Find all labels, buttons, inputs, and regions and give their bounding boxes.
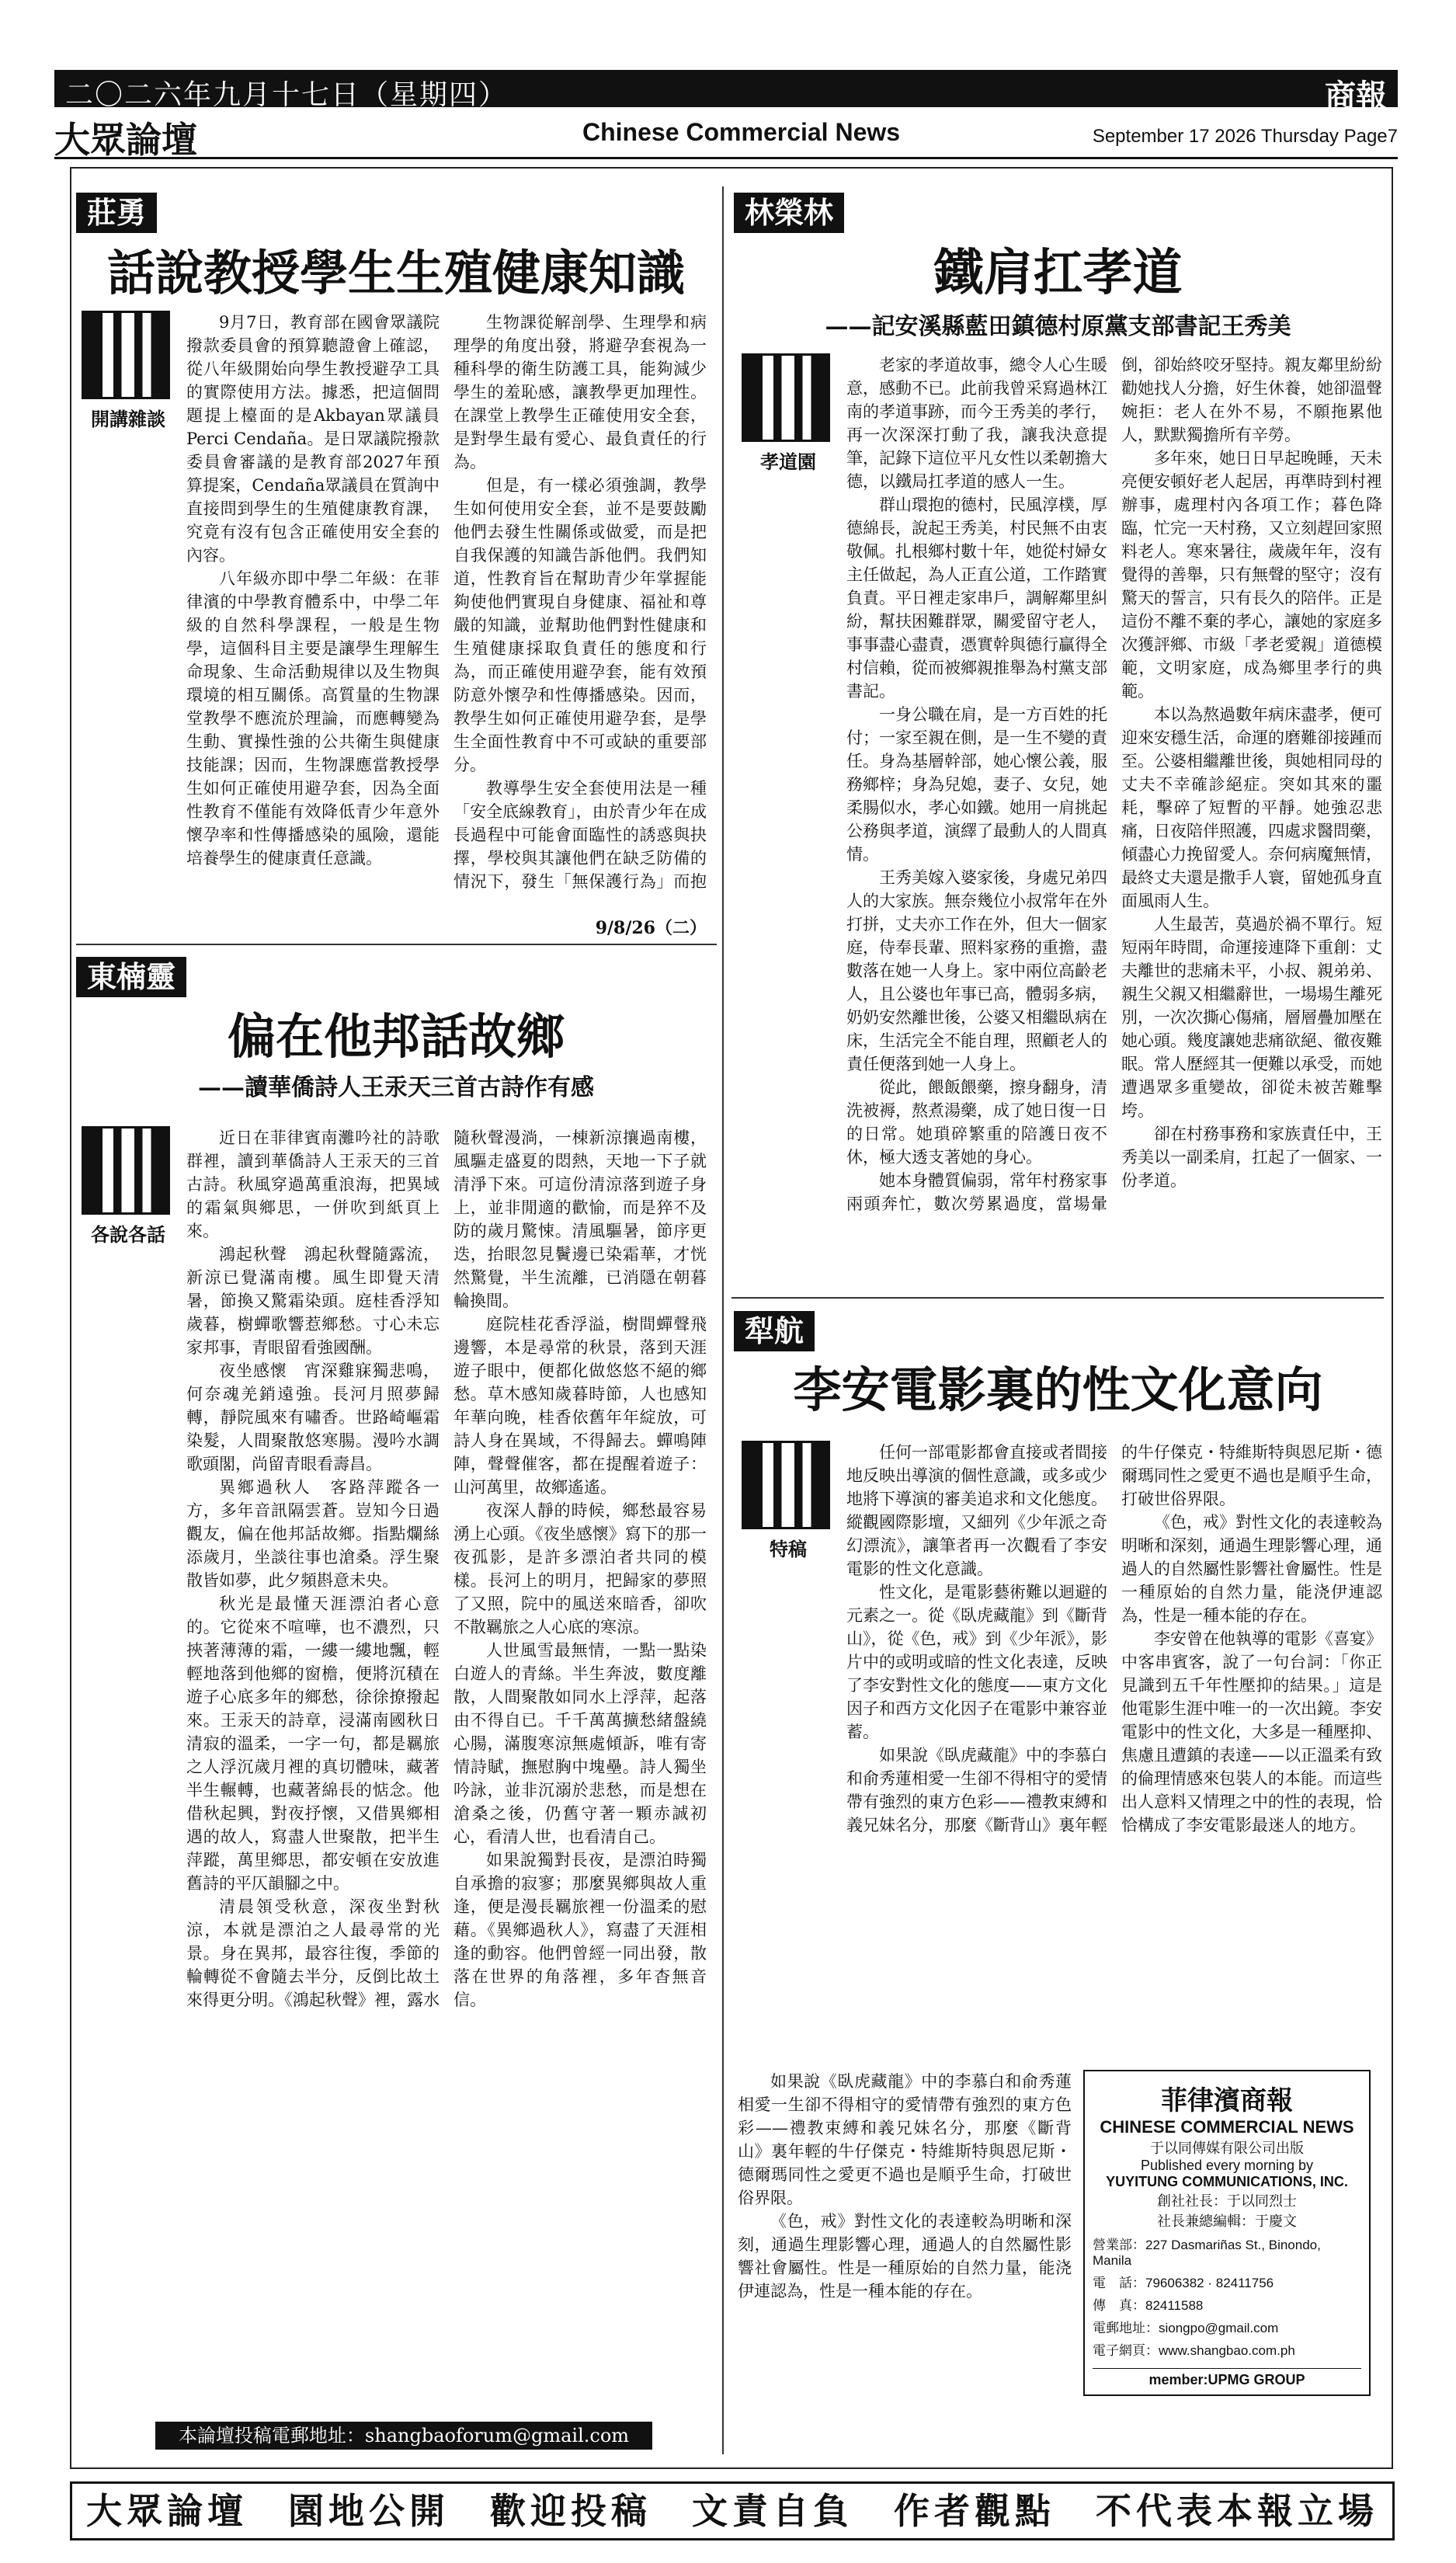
paragraph: 性文化，是電影藝術難以迴避的元素之一。從《臥虎藏龍》到《斷背山》，從《色，戒》到《少年派》，影片中的或明或暗的性文化表達，反映了李安對性文化的態度——東方文化因子和西方文化因子在電影中兼容並蓄。 [846, 1583, 1107, 1741]
masthead-publisher: 于以同傳媒有限公司出版 [1150, 2140, 1304, 2156]
paragraph: 如果說《臥虎藏龍》中的李慕白和俞秀蓮相愛一生卻不得相守的愛情帶有強烈的東方色彩——禮教束縛和義兄妹名分，那麼《斷背山》裏年輕的牛仔傑克・特維斯特與恩尼斯・德爾瑪同性之愛更不過也是順乎生命，打破世俗界限。 [738, 2072, 1072, 2207]
paragraph: 異鄉過秋人 客路萍蹤各一方，多年音訊隔雲蒼。豈知今日過觀友，偏在他邦話故鄉。指點爛絲添歲月，坐談往事也滄桑。浮生聚散皆如夢，此夕頻斟意未央。 [186, 1478, 440, 1590]
author-label: 林榮林 [734, 193, 844, 233]
paragraph: 多年來，她日日早起晚睡，天未亮便安頓好老人起居，再準時到村裡辦事，處理村內各項工作；暮色降臨，忙完一天村務，又立刻趕回家照料老人。寒來暑往，歲歲年年，沒有覺得的善舉，只有無聲的堅守；沒有驚天的誓言，只有長久的陪伴。正是這份不離不棄的孝心，讓她的家庭多次獲評鄉、市級「孝老愛親」道德模範，文明家庭，成為鄉里孝行的典範。 [1121, 449, 1382, 701]
article-separator [731, 1297, 1384, 1299]
page-info: September 17 2026 Thursday Page7 [1092, 126, 1398, 147]
masthead-line2: YUYITUNG COMMUNICATIONS, INC. [1106, 2174, 1348, 2189]
paragraph: 從此，餵飯餵藥，擦身翻身，清洗被褥，熬煮湯藥，成了她日復一日的日常。她瑣碎繁重的陪護日夜不休，極大透支著她的身心。 [846, 1078, 1107, 1167]
article-subtitle: ——讀華僑詩人王汞天三首古詩作有感 [198, 1074, 594, 1101]
column-qr [742, 1441, 835, 1561]
paragraph: 任何一部電影都會直接或者間接地反映出導演的個性意識，或多或少地將下導演的審美追求和文化態度。縱觀國際影壇，又細列《少年派之奇幻漂流》，讓筆者再一次觀看了李安電影的性文化意識。 [846, 1443, 1107, 1578]
masthead-phone: 電 話：79606382 · 82411756 [1093, 2276, 1274, 2290]
paragraph: 群山環抱的德村，民風淳樸，厚德綿長，說起王秀美，村民無不由衷敬佩。扎根鄉村數十年，她從村婦女主任做起，為人正直公道，工作踏實負責。平日裡走家串戶，調解鄰里糾紛，幫扶困難群眾，關愛留守老人，事事盡心盡責，憑實幹與德行贏得全村信賴，從而被鄉親推舉為村黨支部書記。 [846, 496, 1107, 701]
article-title: 偏在他邦話故鄉 [227, 1008, 565, 1065]
article-body-continued [738, 2070, 1072, 2412]
article-title: 李安電影裏的性文化意向 [793, 1361, 1323, 1418]
masthead-en-name: CHINESE COMMERCIAL NEWS [1100, 2117, 1354, 2137]
column-qr [82, 1126, 175, 1247]
paragraph: 鴻起秋聲 鴻起秋聲隨露流，新涼已覺滿南樓。風生即覺天清暑，節換又驚霜染頭。庭桂香浮知歲暮，樹蟬歌響惹鄉愁。寸心未忘家邦事，青眼留看強國酬。 [186, 1245, 440, 1357]
paragraph: 《色，戒》對性文化的表達較為明晰和深刻，通過生理影響心理，通過人的自然屬性影響社會屬性。性是一種原始的自然力量，能浇伊連認為，性是一種本能的存在。 [738, 2212, 1072, 2300]
article-separator [76, 944, 717, 945]
qr-label: 開講雜談 [91, 408, 165, 430]
masthead-member: member:UPMG GROUP [1093, 2368, 1361, 2388]
masthead-president: 創社社長：于以同烈士 [1157, 2193, 1297, 2209]
paragraph: 王秀美嫁入婆家後，身處兄弟四人的大家族。無奈幾位小叔常年在外打拼，丈夫亦工作在外，但大一個家庭，侍奉長輩、照料家務的重擔，盡數落在她一人身上。家中兩位高齡老人，且公婆也年事已高，體弱多病，奶奶安然離世後，公婆又相繼臥病在床，生活完全不能自理，照顧老人的責任便落到她一人身上。 [846, 868, 1107, 1073]
masthead-fax: 傳 真：82411588 [1093, 2298, 1204, 2313]
article-subtitle: ——記安溪縣藍田鎮德村原黨支部書記王秀美 [825, 313, 1291, 340]
issue-date: 二〇二六年九月十七日（星期四） [65, 79, 509, 111]
article-body [846, 353, 1382, 1282]
article-title: 鐵肩扛孝道 [933, 244, 1183, 302]
qr-label: 孝道園 [760, 450, 816, 473]
qr-code-icon [742, 1441, 830, 1529]
paragraph: 如果說獨對長夜，是漂泊時獨自承擔的寂寥；那麼異鄉與故人重逢，便是漫長羈旅裡一份溫柔的慰藉。《異鄉過秋人》，寫盡了天涯相逢的動容。他們曾經一同出發，散落在世界的角落裡，多年杳無音信。 [453, 1851, 707, 2009]
masthead-address: 營業部：227 Dasmariñas St., Binondo, Manila [1093, 2238, 1321, 2268]
paragraph: 一身公職在肩，是一方百姓的托付；一家至親在側，是一生不變的責任。身為基層幹部，她心懷公義，服務鄉梓；身為兒媳，妻子、女兒，她柔腸似水，孝心如鐵。她用一肩挑起公務與孝道，演繹了最動人的人間真情。 [846, 705, 1107, 864]
bottom-banner: 大眾論壇 園地公開 歡迎投稿 文責自負 作者觀點 不代表本報立場 [70, 2481, 1395, 2540]
paragraph: 庭院桂花香浮溢，樹間蟬聲飛邊響，本是尋常的秋景，落到天涯遊子眼中，便都化做悠悠不絕的鄉愁。草木感知歲暮時節，人也感知年華向晚，桂香依舊年年綻放，可詩人身在異域，不得歸去。蟬鳴陣陣，聲聲催客，都在提醒着遊子：山河萬里，故鄉遙遙。 [453, 1315, 707, 1497]
author-label: 犁航 [734, 1311, 815, 1351]
article-title: 話說教授學生生殖健康知識 [106, 245, 685, 301]
paragraph: 秋光是最懂天涯漂泊者心意的。它從來不喧嘩，也不濃烈，只挾著薄薄的霜，一縷一縷地飄，輕輕地落到他鄉的窗檐，便將沉積在遊子心底多年的鄉愁，徐徐撩撥起來。王汞天的詩章，浸滿南國秋日清寂的溫柔，一字一句，都是羈旅之人浮沉歲月裡的真切體味，藏著半生輾轉，也藏著綿長的惦念。他借秋起興，對夜抒懷，又借異鄉相遇的故人，寫盡人世聚散，把半生萍蹤，萬里鄉思，都安頓在安放進舊詩的平仄韻腳之中。 [186, 1594, 440, 1893]
paragraph: 《色，戒》對性文化的表達較為明晰和深刻，通過生理影響心理，通過人的自然屬性影響社會屬性。性是一種原始的自然力量，能浇伊連認為，性是一種本能的存在。 [1121, 1513, 1382, 1625]
paragraph: 夜坐感懷 宵深雞寐獨悲鳴，何奈魂羌銷遠強。長河月照夢歸轉，靜院風來有嘯香。世路崎嶇霜染髮，人間聚散悠寒腸。漫吟水調歌頭閣，尚留青眼看壽昌。 [186, 1361, 440, 1473]
author-label: 莊勇 [76, 193, 157, 233]
masthead-line1: Published every morning by [1140, 2158, 1314, 2173]
paragraph: 她本身體質偏弱，常年村務家事兩頭奔忙，數次勞累過度，當場暈倒，卻始終咬牙堅持。親友鄰里紛紛勸她找人分擔，好生休養，她卻溫聲婉拒：老人在外不易，不願拖累他人，默默獨擔所有辛勞。 [846, 356, 1382, 1213]
article-body [186, 1126, 707, 2408]
paragraph: 八年級亦即中學二年級：在菲律濱的中學教育體系中，中學二年級的自然科學課程，一般是生物學，這個科目主要是讓學生理解生命現象、生命活動規律以及生物與環境的相互關係。高質量的生物課堂教學不應流於理論，而應轉變為生動、實操性強的公共衛生與健康技能課；因而，生物課應當教授學生如何正確使用避孕套，因為全面性教育不僅能有效降低青少年意外懷孕率和性傳播感染的風險，還能培養學生的健康責任意識。 [186, 569, 440, 868]
english-title: Chinese Commercial News [582, 118, 901, 146]
column-divider [722, 186, 724, 2454]
article-body [846, 1441, 1382, 2054]
qr-label: 各說各話 [91, 1223, 165, 1246]
paragraph: 9月7日，教育部在國會眾議院撥款委員會的預算聽證會上確認，從八年級開始向學生教授避孕工具的實際使用方法。據悉，把這個問題提上檯面的是Akbayan眾議員Perci Cendaña。是日眾議院撥款委員會審議的是教育部2027年預算提案，Cendaña眾議員在質詢中直接問到學生的生殖健康教育課，究竟有沒有包含正確使用安全套的內容。 [186, 313, 440, 565]
paragraph: 老家的孝道故事，總令人心生暖意，感動不已。此前我曾采寫過林江南的孝道事跡，而今王秀美的孝行，再一次深深打動了我，讓我決意提筆，記錄下這位平凡女性以柔韌擔大德，以鐵局扛孝道的感人一生。 [846, 356, 1107, 491]
qr-code-icon [742, 353, 830, 442]
paragraph: 人生最苦，莫過於禍不單行。短短兩年時間，命運接連降下重創：丈夫離世的悲痛未平，小叔、親弟弟、親生父親又相繼辭世，一場場生離死別，一次次撕心傷痛，層層疊加壓在她心頭。幾度讓她悲痛欲絕、徹夜難眠。常人歷經其一便難以承受，而她遭遇眾多重變故，卻從未被苦難擊垮。 [1121, 915, 1382, 1120]
column-qr [82, 311, 175, 431]
column-name: 大眾論壇 [54, 119, 197, 161]
paragraph: 人世風雪最無情，一點一點染白遊人的青絲。半生奔波，數度離散，人間聚散如同水上浮萍，起落由不得自已。千千萬萬擴愁緒盤繞心腸，滿腹寒涼無處傾訴，唯有寄情詩賦，撫慰胸中塊壘。詩人獨坐吟詠，並非沉溺於悲愁，而是想在滄桑之後，仍舊守著一顆赤誠初心，看清人世，也看清自己。 [453, 1641, 707, 1846]
paragraph: 夜深人靜的時候，鄉愁最容易湧上心頭。《夜坐感懷》寫下的那一夜孤影，是許多漂泊者共同的模樣。長河上的明月，把歸家的夢照了又照，院中的風送來暗香，卻吹不散羈旅之人心底的寒涼。 [453, 1501, 707, 1636]
article-body [186, 311, 707, 913]
masthead-box [1083, 2070, 1371, 2396]
newspaper-brand: 商報 [1325, 78, 1387, 114]
paragraph: 近日在菲律賓南灘吟社的詩歌群裡，讀到華僑詩人王汞天的三首古詩。秋風穿過萬重浪海，把異域的霜氣與鄉思，一併吹到紙頁上來。 [186, 1128, 440, 1240]
masthead-cn-name: 菲律濱商報 [1161, 2085, 1293, 2116]
masthead-editor: 社長兼總編輯：于慶文 [1157, 2214, 1297, 2229]
paragraph: 卻在村務事務和家族責任中，王秀美以一副柔肩，扛起了一個家、一份孝道。 [1121, 1125, 1382, 1190]
paragraph: 如果說《臥虎藏龍》中的李慕白和俞秀蓮相愛一生卻不得相守的愛情帶有強烈的東方色彩——禮教束縛和義兄妹名分，那麼《斷背山》裏年輕的牛仔傑克・特維斯特與恩尼斯・德爾瑪同性之愛更不過也是順乎生命，打破世俗界限。 [846, 1443, 1382, 1834]
paragraph: 李安曾在他執導的電影《喜宴》中客串賓客，說了一句台詞：「你正見識到五千年性壓抑的結果。」這是他電影生涯中唯一的一次出鏡。李安電影中的性文化，大多是一種壓抑、焦慮且遭鎮的表達——以正溫柔有致的倫理情感來包裝人的本能。而這些出人意料又情理之中的性的表現，恰恰構成了李安電影最迷人的地方。 [1121, 1629, 1382, 1834]
article-date-sign: 9/8/26（二） [595, 918, 707, 938]
masthead-web: 電子網頁：www.shangbao.com.ph [1093, 2343, 1295, 2358]
section-header [54, 109, 1398, 159]
paragraph: 生物課從解剖學、生理學和病理學的角度出發，將避孕套視為一種科學的衛生防護工具，能夠減少學生的羞恥感，讓教學更加理性。在課堂上教學生正確使用安全套，是對學生最有愛心、最負責任的行為。 [453, 313, 707, 471]
top-date-bar [54, 70, 1398, 114]
paragraph: 但是，有一樣必須強調，教學生如何使用安全套，並不是要鼓勵他們去發生性關係或做愛，而是把自我保護的知識告訴他們。我們知道，性教育旨在幫助青少年掌握能夠使他們實現自身健康、福祉和尊嚴的知識，並幫助他們對性健康和生殖健康採取負責任的態度和行為，而正確使用避孕套，能有效預防意外懷孕和性傳播感染。因而，教學生如何正確使用避孕套，是學生全面性教育中不可或缺的重要部分。 [453, 476, 707, 774]
qr-code-icon [82, 1126, 170, 1215]
paragraph: 教導學生安全套使用法是一種「安全底線教育」，由於青少年在成長過程中可能會面臨性的誘惑與抉擇，學校與其讓他們在缺乏防備的情況下，發生「無保護行為」而抱 [453, 779, 707, 891]
masthead-email: 電郵地址：siongpo@gmail.com [1093, 2321, 1279, 2335]
column-qr [742, 353, 835, 474]
qr-code-icon [82, 311, 170, 399]
submission-email: 本論壇投稿電郵地址：shangbaoforum@gmail.com [155, 2422, 652, 2450]
author-label: 東楠靈 [76, 957, 186, 997]
paragraph: 清晨領受秋意，深夜坐對秋涼，本就是漂泊之人最尋常的光景。身在異邦，最容往復，季節的輪轉從不會隨去半分，反倒比故土來得更分明。《鴻起秋聲》裡，露水隨秋聲漫淌，一棟新涼攘過南樓，風驅走盛夏的悶熱，天地一下子就清淨下來。可這份清涼落到遊子身上，並非閒適的歡愉，而是猝不及防的歲月驚悚。清風驅暑，節序更迭，抬眼忽見鬢邊已染霜華，才恍然驚覺，半生流離，已消隱在朝暮輪換間。 [186, 1128, 707, 2009]
qr-label: 特稿 [770, 1538, 807, 1560]
paragraph: 本以為熬過數年病床盡孝，便可迎來安穩生活，命運的磨難卻接踵而至。公婆相繼離世後，與她相同母的丈夫不幸確診絕症。突如其來的噩耗，擊碎了短暫的平靜。她強忍悲痛，日夜陪伴照護，四處求醫問藥，傾盡心力挽留愛人。奈何病魔無情，最終丈夫還是撒手人寰，留她孤身直面風雨人生。 [1121, 705, 1382, 910]
